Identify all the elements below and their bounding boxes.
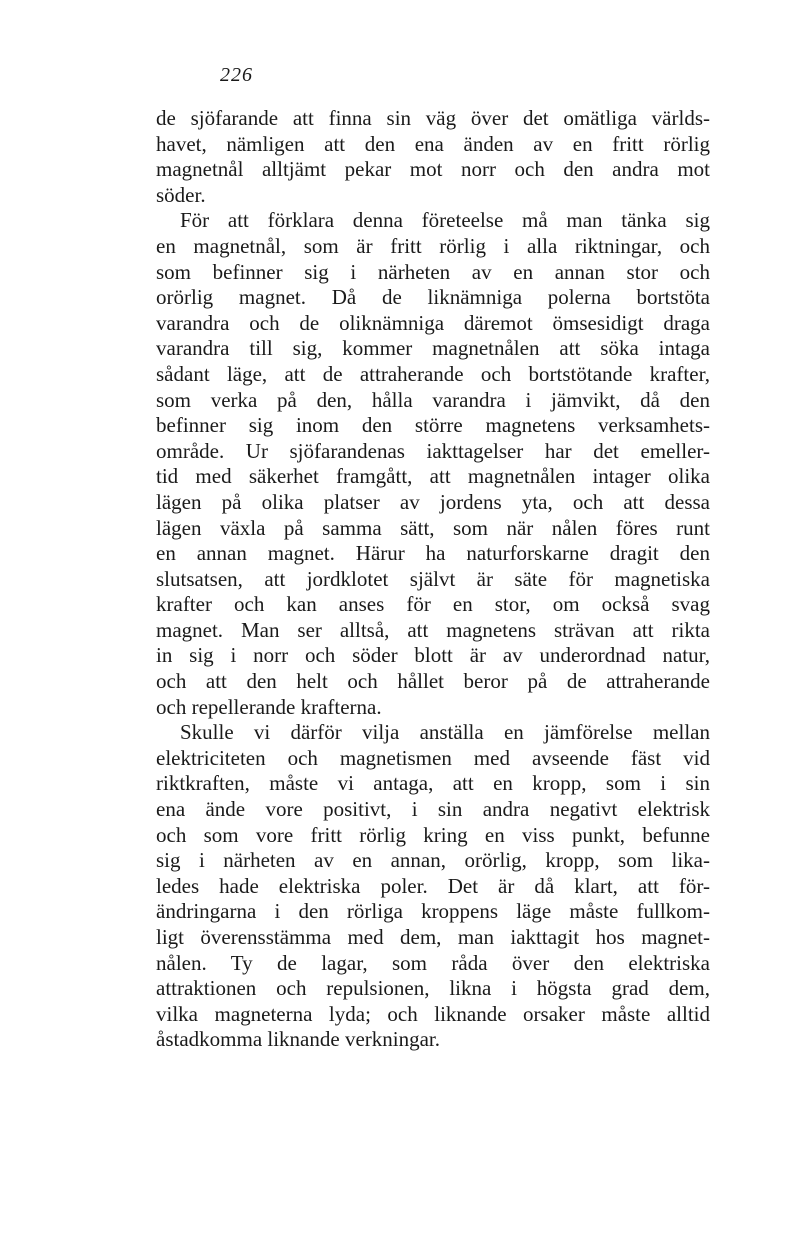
text-line: en annan magnet. Härur ha naturforskarne dragit den: [156, 541, 710, 566]
text-line: havet, nämligen att den ena änden av en fritt rörlig: [156, 131, 710, 156]
text-line: vilka magneterna lyda; och liknande orsaker måste alltid: [156, 1001, 710, 1026]
text-line: in sig i norr och söder blott är av underordnad natur,: [156, 643, 710, 668]
text-line: åstadkomma liknande verkningar.: [156, 1027, 441, 1052]
text-line: som befinner sig i närheten av en annan stor och: [156, 259, 710, 284]
text-line: tid med säkerhet framgått, att magnetnålen intager olika: [156, 464, 710, 489]
body-text: [156, 106, 710, 1053]
text-line: magnetnål alltjämt pekar mot norr och den andra mot: [156, 157, 710, 182]
text-line: riktkraften, måste vi antaga, att en kropp, som i sin: [156, 771, 710, 796]
text-line: slutsatsen, att jordklotet självt är säte för magnetiska: [156, 566, 710, 591]
page-number: 226: [220, 64, 253, 86]
text-line: Skulle vi därför vilja anställa en jämförelse mellan: [180, 720, 710, 745]
text-line: de sjöfarande att finna sin väg över det omätliga världs-: [156, 106, 710, 130]
text-line: söder.: [156, 182, 206, 207]
text-line: område. Ur sjöfarandenas iakttagelser har det emeller-: [156, 438, 710, 463]
text-line: ledes hade elektriska poler. Det är då klart, att för-: [156, 873, 710, 898]
text-line: varandra till sig, kommer magnetnålen att söka intaga: [156, 336, 710, 361]
text-line: ändringarna i den rörliga kroppens läge måste fullkom-: [156, 899, 710, 924]
text-line: varandra och de oliknämniga däremot ömsesidigt draga: [156, 310, 710, 335]
text-line: krafter och kan anses för en stor, om också svag: [156, 592, 710, 617]
text-line: lägen på olika platser av jordens yta, och att dessa: [156, 489, 710, 514]
text-line: en magnetnål, som är fritt rörlig i alla riktningar, och: [156, 233, 710, 258]
text-line: sådant läge, att de attraherande och bortstötande krafter,: [156, 361, 710, 386]
text-line: och som vore fritt rörlig kring en viss punkt, befunne: [156, 822, 710, 847]
text-line: magnet. Man ser alltså, att magnetens strävan att rikta: [156, 617, 710, 642]
text-line: som verka på den, hålla varandra i jämvikt, då den: [156, 387, 710, 412]
text-line: elektriciteten och magnetismen med avseende fäst vid: [156, 745, 710, 770]
text-line: orörlig magnet. Då de liknämniga polerna bortstöta: [156, 285, 710, 310]
text-line: lägen växla på samma sätt, som när nålen föres runt: [156, 515, 710, 540]
text-line: sig i närheten av en annan, orörlig, kropp, som lika-: [156, 848, 710, 873]
text-line: attraktionen och repulsionen, likna i högsta grad dem,: [156, 976, 710, 1001]
text-line: ligt överensstämma med dem, man iakttagit hos magnet-: [156, 925, 710, 949]
text-line: nålen. Ty de lagar, som råda över den elektriska: [156, 950, 710, 975]
text-line: befinner sig inom den större magnetens verksamhets-: [156, 413, 710, 438]
text-line: och repellerande krafterna.: [156, 694, 382, 719]
text-line: ena ände vore positivt, i sin andra negativt elektrisk: [156, 797, 710, 822]
text-line: och att den helt och hållet beror på de attraherande: [156, 669, 710, 694]
text-line: För att förklara denna företeelse må man tänka sig: [180, 208, 710, 233]
